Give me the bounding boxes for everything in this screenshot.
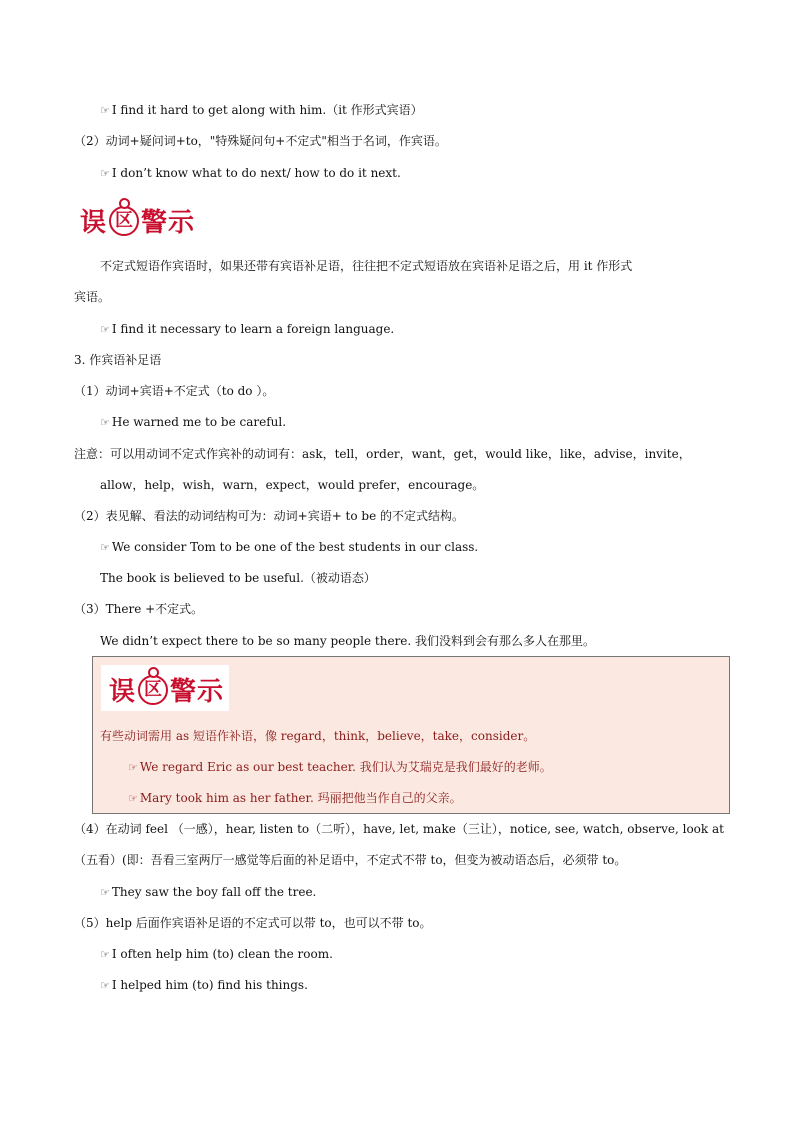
logo-char-3: 警示 bbox=[141, 208, 196, 238]
example-text: He warned me to be careful. bbox=[111, 415, 287, 429]
warning-box-example-1 bbox=[128, 759, 552, 776]
example-9 bbox=[100, 946, 333, 963]
example-5 bbox=[100, 539, 478, 556]
example-2 bbox=[100, 165, 401, 182]
logo-char-3: 警示 bbox=[170, 677, 225, 707]
rule-1: （1）动词+宾语+不定式（to do ）。 bbox=[74, 384, 275, 398]
note-line-2: allow，help，wish，warn，expect，would prefer，encourage。 bbox=[100, 478, 485, 492]
note-line-1: 注意：可以用动词不定式作宾补的动词有：ask，tell，order，want，get，would like，like，advise，invite， bbox=[74, 447, 691, 461]
example-text: I find it necessary to learn a foreign language. bbox=[111, 322, 395, 336]
rule-2b: （2）表见解、看法的动词结构可为：动词+宾语+ to be 的不定式结构。 bbox=[74, 509, 465, 523]
logo-char-1: 误 bbox=[109, 677, 137, 707]
example-text: I find it hard to get along with him.（it 作形式宾语） bbox=[111, 103, 423, 117]
warning-logo bbox=[80, 202, 195, 239]
pointing-hand-icon: ☞ bbox=[100, 979, 110, 992]
pointing-hand-icon: ☞ bbox=[100, 416, 110, 429]
warning-paragraph-line-2: 宾语。 bbox=[74, 290, 111, 304]
example-4 bbox=[100, 414, 286, 431]
section-heading: 3. 作宾语补足语 bbox=[74, 353, 162, 367]
example-10 bbox=[100, 977, 308, 994]
warning-logo-2 bbox=[109, 671, 224, 708]
pointing-hand-icon: ☞ bbox=[100, 541, 110, 554]
example-7: We didn’t expect there to be so many people there. 我们没料到会有那么多人在那里。 bbox=[100, 634, 596, 648]
warning-box bbox=[92, 656, 730, 814]
rule-4-line-1: （4）在动词 feel （一感），hear, listen to（二听），have, let, make（三让），notice, see, watch, observe, look at bbox=[74, 822, 724, 836]
example-text: We consider Tom to be one of the best students in our class. bbox=[111, 540, 479, 554]
pointing-hand-icon: ☞ bbox=[100, 167, 110, 180]
example-text: I helped him (to) find his things. bbox=[111, 978, 308, 992]
logo-circle-char: 区 bbox=[109, 206, 139, 236]
warning-box-example-2 bbox=[128, 790, 462, 807]
example-text: I often help him (to) clean the room. bbox=[111, 947, 333, 961]
example-1 bbox=[100, 102, 423, 119]
pointing-hand-icon: ☞ bbox=[100, 323, 110, 336]
example-3 bbox=[100, 321, 394, 338]
example-8 bbox=[100, 884, 316, 901]
logo-char-1: 误 bbox=[80, 208, 108, 238]
example-6: The book is believed to be useful.（被动语态） bbox=[100, 571, 376, 585]
pointing-hand-icon: ☞ bbox=[100, 886, 110, 899]
pointing-hand-icon: ☞ bbox=[100, 948, 110, 961]
rule-4-line-2: （五看）(即：吾看三室两厅一感觉等后面的补足语中，不定式不带 to，但变为被动语态后，必须带 to。 bbox=[74, 853, 627, 867]
pointing-hand-icon: ☞ bbox=[128, 761, 138, 774]
rule-3: （3）There +不定式。 bbox=[74, 602, 204, 616]
warning-box-text: 有些动词需用 as 短语作补语，像 regard，think，believe，take，consider。 bbox=[100, 729, 536, 743]
pointing-hand-icon: ☞ bbox=[100, 104, 110, 117]
rule-5: （5）help 后面作宾语补足语的不定式可以带 to，也可以不带 to。 bbox=[74, 916, 432, 930]
rule-2: （2）动词+疑问词+to，"特殊疑问句+不定式"相当于名词，作宾语。 bbox=[74, 134, 447, 148]
example-text: I don’t know what to do next/ how to do it next. bbox=[111, 166, 401, 180]
example-text: We regard Eric as our best teacher. 我们认为艾瑞克是我们最好的老师。 bbox=[139, 760, 552, 774]
example-text: Mary took him as her father. 玛丽把他当作自己的父亲。 bbox=[139, 791, 462, 805]
warning-paragraph-line-1: 不定式短语作宾语时，如果还带有宾语补足语，往往把不定式短语放在宾语补足语之后，用 it 作形式 bbox=[100, 259, 633, 273]
logo-circle-char: 区 bbox=[138, 675, 168, 705]
example-text: They saw the boy fall off the tree. bbox=[111, 885, 317, 899]
pointing-hand-icon: ☞ bbox=[128, 792, 138, 805]
